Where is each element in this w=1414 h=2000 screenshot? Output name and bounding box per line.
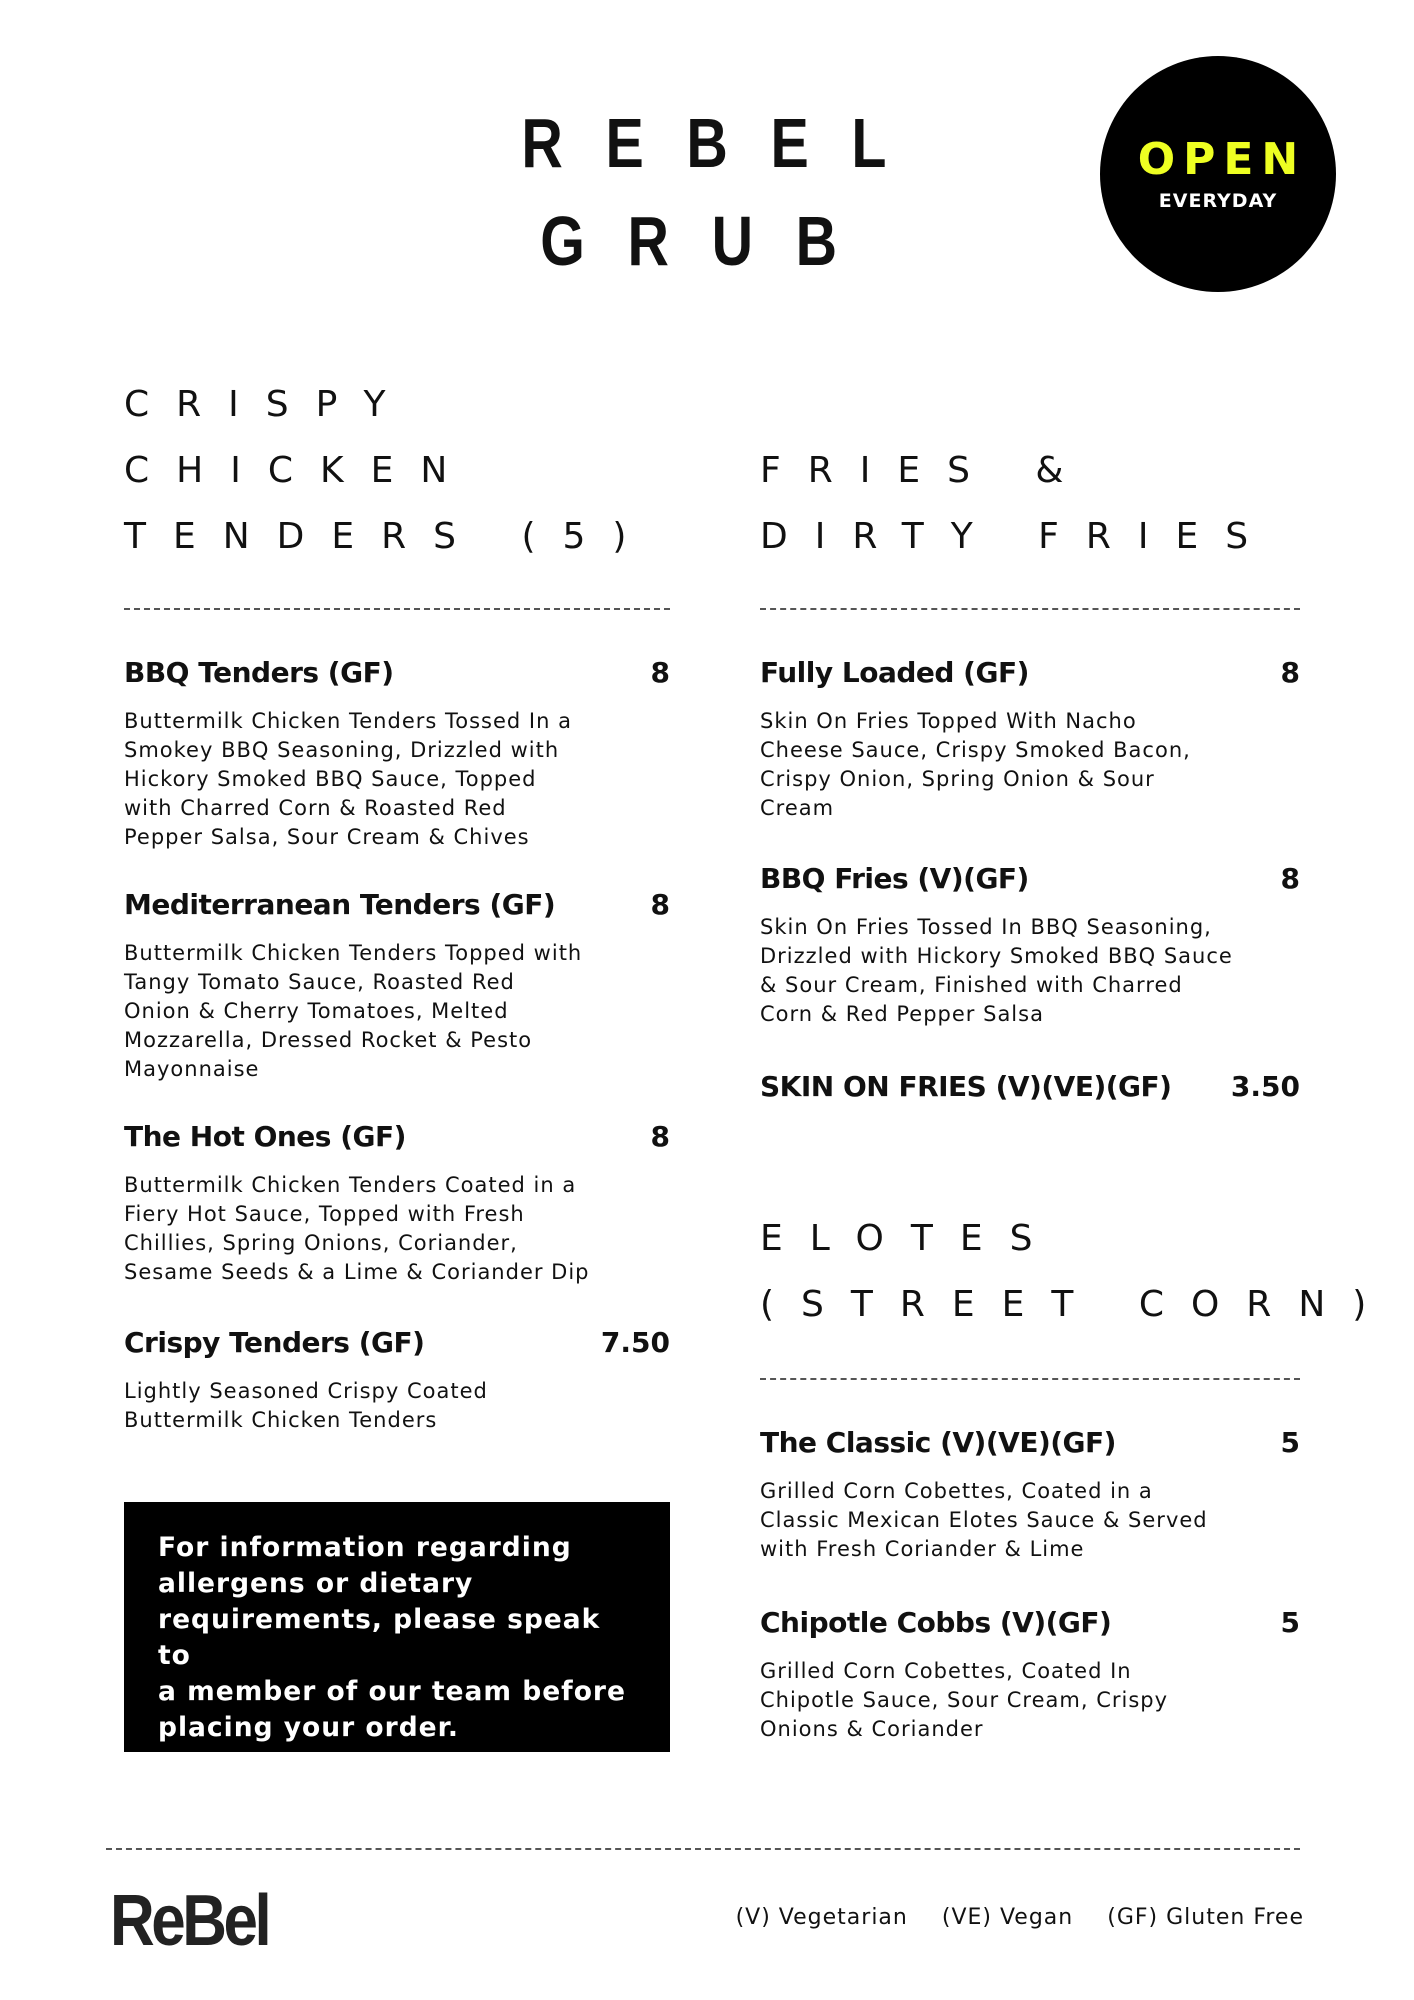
item-price: 5	[1280, 1426, 1300, 1459]
item-name: The Hot Ones (GF)	[124, 1120, 406, 1153]
item-description: Grilled Corn Cobettes, Coated in a Classic Mexican Elotes Sauce & Served with Fresh Coriander & Lime	[760, 1479, 1208, 1561]
item-price: 8	[650, 888, 670, 921]
item-description: Buttermilk Chicken Tenders Coated in a Fiery Hot Sauce, Topped with Fresh Chillies, Spring Onions, Coriander, Sesame Seeds & a Lime & Coriander Dip	[124, 1173, 590, 1284]
badge-everyday-text: EVERYDAY	[1158, 190, 1278, 212]
item-description: Buttermilk Chicken Tenders Topped with Tangy Tomato Sauce, Roasted Red Onion & Cherry Tomatoes, Melted Mozzarella, Dressed Rocket & Pesto Mayonnaise	[124, 941, 583, 1081]
item-price: 8	[1280, 656, 1300, 689]
heading-line: CRISPY	[124, 384, 413, 425]
item-description: Grilled Corn Cobettes, Coated In Chipotle Sauce, Sour Cream, Crispy Onions & Coriander	[760, 1659, 1169, 1741]
elotes-items	[760, 1426, 1300, 1744]
item-price: 8	[1280, 862, 1300, 895]
footer-divider	[106, 1848, 1300, 1850]
badge-open-text: OPEN	[1137, 134, 1307, 185]
item-description: Skin On Fries Tossed In BBQ Seasoning, Drizzled with Hickory Smoked BBQ Sauce & Sour Cream, Finished with Charred Corn & Red Pepper Salsa	[760, 915, 1233, 1026]
item-name: Fully Loaded (GF)	[760, 656, 1029, 689]
menu-item	[124, 888, 670, 1120]
item-name: BBQ Fries (V)(GF)	[760, 862, 1029, 895]
item-name: Crispy Tenders (GF)	[124, 1326, 425, 1359]
item-name: SKIN ON FRIES (V)(VE)(GF)	[760, 1070, 1172, 1103]
menu-item	[760, 656, 1300, 862]
title-rebel: REBEL	[521, 104, 930, 182]
item-price: 8	[650, 656, 670, 689]
allergen-notice-text: For information regarding allergens or dietary requirements, please speak to a member of our team before placing your order.	[158, 1532, 626, 1743]
section-heading-fries	[760, 438, 1275, 570]
section-heading-tenders	[124, 372, 653, 570]
heading-line: CHICKEN	[124, 450, 475, 491]
legend-vegetarian: (V) Vegetarian	[735, 1905, 908, 1930]
item-price: 7.50	[600, 1326, 670, 1359]
menu-item	[124, 1120, 670, 1326]
rebel-logo: ReBel	[110, 1881, 269, 1961]
menu-item	[760, 1070, 1300, 1103]
divider	[760, 608, 1300, 610]
menu-item	[124, 656, 670, 888]
section-heading-elotes	[760, 1206, 1393, 1338]
menu-item	[124, 1326, 670, 1435]
item-name: The Classic (V)(VE)(GF)	[760, 1426, 1116, 1459]
divider	[124, 608, 670, 610]
item-name: Chipotle Cobbs (V)(GF)	[760, 1606, 1112, 1639]
heading-line: DIRTY FRIES	[760, 516, 1276, 557]
fries-items	[760, 656, 1300, 1103]
heading-line: FRIES &	[760, 450, 1091, 491]
menu-item	[760, 1426, 1300, 1606]
title-grub: GRUB	[540, 202, 880, 280]
item-price: 5	[1280, 1606, 1300, 1639]
heading-line: ELOTES	[760, 1218, 1060, 1259]
heading-line: TENDERS (5)	[124, 516, 654, 557]
divider	[760, 1378, 1300, 1380]
item-description: Buttermilk Chicken Tenders Tossed In a Smokey BBQ Seasoning, Drizzled with Hickory Smoked BBQ Sauce, Topped with Charred Corn & Roasted Red Pepper Salsa, Sour Cream & Chives	[124, 709, 572, 849]
item-description: Lightly Seasoned Crispy Coated Buttermilk Chicken Tenders	[124, 1379, 488, 1432]
item-name: Mediterranean Tenders (GF)	[124, 888, 556, 921]
open-everyday-badge	[1100, 56, 1336, 292]
tenders-items	[124, 656, 670, 1435]
legend-gluten-free: (GF) Gluten Free	[1107, 1905, 1304, 1930]
item-price: 3.50	[1230, 1070, 1300, 1103]
item-price: 8	[650, 1120, 670, 1153]
heading-line: (STREET CORN)	[760, 1284, 1394, 1325]
dietary-legend	[736, 1905, 1304, 1930]
item-description: Skin On Fries Topped With Nacho Cheese Sauce, Crispy Smoked Bacon, Crispy Onion, Spring Onion & Sour Cream	[760, 709, 1191, 820]
allergen-notice-box	[124, 1502, 670, 1752]
item-name: BBQ Tenders (GF)	[124, 656, 394, 689]
legend-vegan: (VE) Vegan	[941, 1905, 1074, 1930]
menu-item	[760, 862, 1300, 1070]
menu-item	[760, 1606, 1300, 1744]
